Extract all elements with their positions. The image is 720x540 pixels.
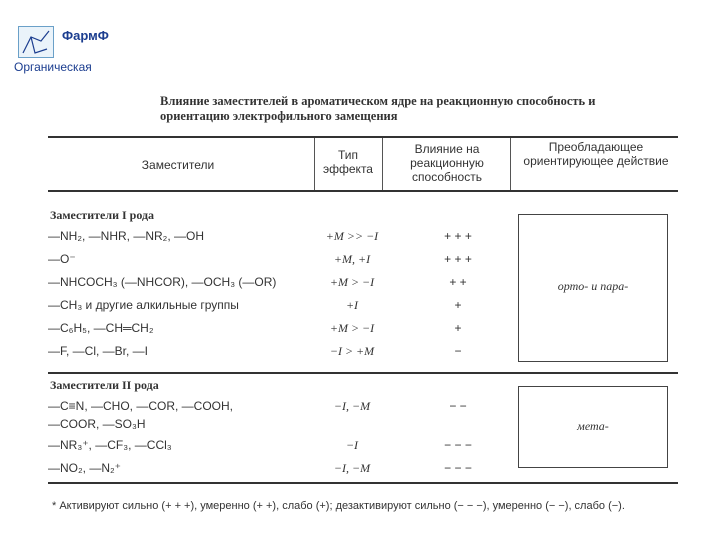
influence: − − <box>449 399 467 413</box>
influence: − <box>454 344 462 358</box>
substituent: —C₆H₅, —CH═CH₂ <box>48 321 154 335</box>
influence: + <box>454 321 462 335</box>
influence: + + <box>449 275 467 289</box>
footnote: * Активируют сильно (+ + +), умеренно (+ +), слабо (+); дезактивируют сильно (− − −), умеренно (− −), слабо (−). <box>52 500 625 512</box>
group1-label: Заместители I рода <box>50 208 155 222</box>
substituent: —F, —Cl, —Br, —I <box>48 344 149 358</box>
col-orientation: Преобладающее ориентирующее действие <box>523 140 669 168</box>
substituent: —C≡N, —CHO, —COR, —COOH, <box>48 399 234 413</box>
orientation-box-1 <box>518 214 668 362</box>
influence: + <box>454 298 462 312</box>
group-divider-rule <box>48 372 678 374</box>
effect: −I > +M <box>329 344 375 358</box>
effect: +M >> −I <box>325 229 379 243</box>
effect: +M > −I <box>329 275 375 289</box>
effect: +M, +I <box>333 252 371 266</box>
orientation-meta: мета- <box>577 419 609 433</box>
col-effect-type: Тип эффекта <box>323 148 373 176</box>
substituent: —CH₃ и другие алкильные группы <box>48 298 239 312</box>
header-divider-1 <box>314 138 315 190</box>
effect: −I, −M <box>333 461 371 475</box>
brand-title: ФармФ <box>62 28 109 43</box>
effect: +M > −I <box>329 321 375 335</box>
substituent: —NHCOCH₃ (—NHCOR), —OCH₃ (—OR) <box>48 275 277 289</box>
logo <box>18 26 54 58</box>
molecule-icon <box>19 27 55 59</box>
effect: −I, −M <box>333 399 371 413</box>
orientation-box-2 <box>518 386 668 468</box>
effect: +I <box>345 298 359 312</box>
col-substituents: Заместители <box>141 158 215 172</box>
effect: −I <box>345 438 359 452</box>
substituent: —NR₃⁺, —CF₃, —CCl₃ <box>48 438 172 452</box>
substituent: —NO₂, —N₂⁺ <box>48 461 121 475</box>
table-bottom-rule <box>48 482 678 484</box>
header-top-rule <box>48 136 678 138</box>
influence: − − − <box>444 461 472 475</box>
orientation-ortho-para: орто- и пара- <box>557 279 629 293</box>
influence: + + + <box>444 229 472 243</box>
brand-subtitle: Органическая <box>14 60 92 74</box>
col-reactivity: Влияние на реакционную способность <box>410 142 484 184</box>
substituent: —NH₂, —NHR, —NR₂, —OH <box>48 229 204 243</box>
header-divider-2 <box>382 138 383 190</box>
document-page <box>38 88 688 538</box>
header-divider-3 <box>510 138 511 190</box>
influence: − − − <box>444 438 472 452</box>
header-bottom-rule <box>48 190 678 192</box>
influence: + + + <box>444 252 472 266</box>
group2-label: Заместители II рода <box>50 378 159 392</box>
substituent: —O⁻ <box>48 252 76 266</box>
table-title: Влияние заместителей в ароматическом ядре на реакционную способность и ориентацию электрофильного замещения <box>160 94 596 123</box>
substituent: —COOR, —SO₃H <box>48 417 146 431</box>
